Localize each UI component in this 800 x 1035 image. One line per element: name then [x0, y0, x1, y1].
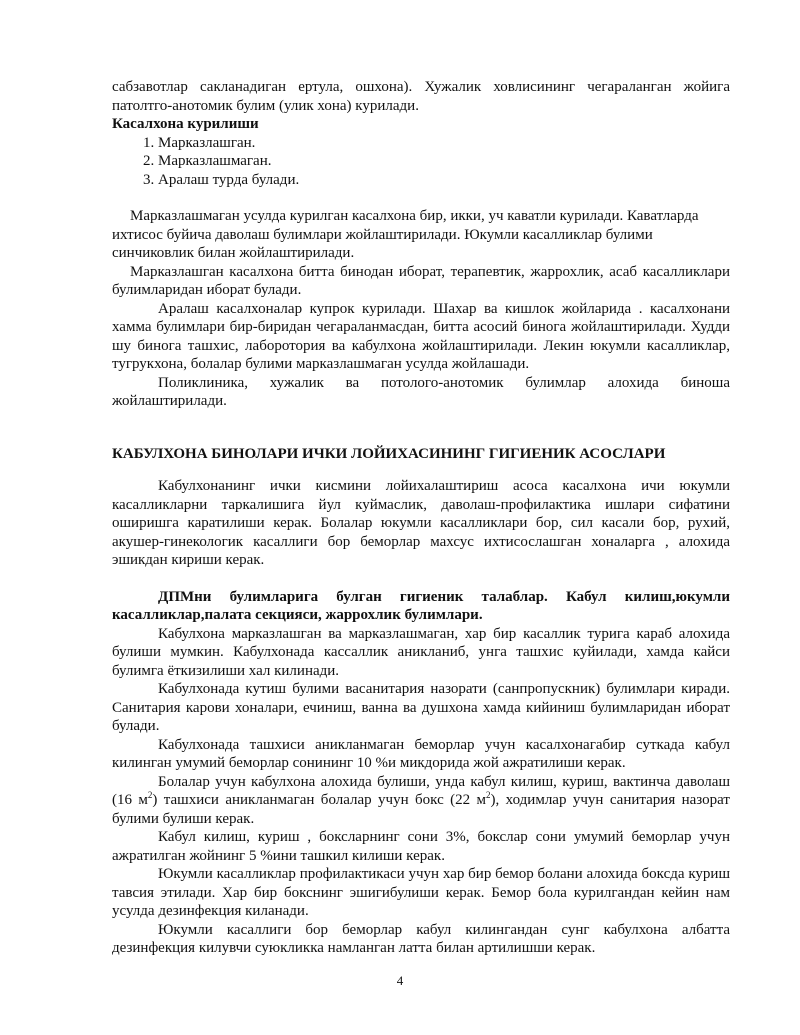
subheading-requirements: ДПМни булимларига булган гигиеник талаблар. Кабул килиш,юкумли касалликлар,палата секцияси, жаррохлик булимлари. [112, 588, 730, 623]
paragraph-waiting-sanitary: Кабулхонада кутиш булими васанитария назорати (санпропускник) булимлари киради. Санитария карови хоналари, ечиниш, ванна ва душхона хамда кийиниш булимларидан иборат булади. [112, 681, 730, 734]
paragraph-mixed: Аралаш касалхоналар купрок курилади. Шахар ва кишлок жойларида . касалхонани хамма булимлари бир-биридан чегараланмасдан, битта асосий бинога жойлаштирилади. Худди шу бинога ташхис, лаборотория ва кабулхона жойлаштирилади. Лекин юкумли касалликлар, тугрукхона, болалар булими марказлашмаган усулда жойлашади. [112, 300, 730, 372]
paragraph-intro: сабзавотлар сакланадиган ертула, ошхона). Хужалик ховлисининг чегараланган жойига патолтго-анотомик булим (улик хона) курилади. [112, 79, 730, 114]
paragraph-children-reception: Болалар учун кабулхона алохида булиши, унда кабул килиш, куриш, вактинча даволаш (16 $м^2$) ташхиси аникланмаган болалар учун бокс (22 $м^2$), ходимлар учун санитария назорат булими булиши керак. [112, 773, 730, 827]
page-number: 4 [396, 973, 404, 988]
construction-list [112, 134, 730, 190]
paragraph-disinfection: Юкумли касаллиги бор беморлар кабул килингандан сунг кабулхона албатта дезинфекция килувчи суюкликка намланган латта билан артилишши керак. [112, 921, 730, 956]
paragraph-undiagnosed: Кабулхонада ташхиси аникланмаган беморлар учун касалхонагабир суткада кабул килинган умумий беморлар сонининг 10 %и микдорида жой ажратилиши керак. [112, 736, 730, 771]
construction-heading: Касалхона курилиши [112, 116, 259, 132]
paragraph-reception-types: Кабулхона марказлашган ва марказлашмаган, хар бир касаллик турига караб алохида булиши мумкин. Кабулхонада кассаллик аникланиб, унга ташхис куйилади, хамда кайси булимга ёткизилиши хал килинади. [112, 625, 730, 679]
paragraph-boxes-count: Кабул килиш, куриш , боксларнинг сони 3%, бокслар сони умумий беморлар учун ажратилган жойнинг 5 %ини ташкил килиши керак. [112, 829, 730, 864]
paragraph-decentralized: Марказлашмаган усулда курилган касалхона бир, икки, уч каватли курилади. Каватларда ихтисос буйича даволаш булимлари жойлаштирилади. Юкумли касалликлар булими синчиковлик билан жойлаштирилади. [112, 208, 699, 261]
paragraph-infection-prevention: Юкумли касалликлар профилактикаси учун хар бир бемор болани алохида боксда куриш тавсия этилади. Хар бир бокснинг эшигибулиши керак. Бемор бола курилгандан кейин нам усулда дезинфекция киланади. [112, 866, 730, 919]
list-item: 2. Марказлашмаган. [158, 152, 730, 171]
list-item: 3. Аралаш турда булади. [158, 171, 730, 190]
section-title: КАБУЛХОНА БИНОЛАРИ ИЧКИ ЛОЙИХАСИНИНГ ГИГИЕНИК АСОСЛАРИ [112, 445, 666, 462]
paragraph-reception-design: Кабулхонанинг ички кисмини лойихалаштириш асоса касалхона ичи юкумли касалликларни таркалишига йул куймаслик, даволаш-профилактика ишлари сифатини оширишга каратилиши керак. Болалар юкумли касалликлари бор, сил касали бор, рухий, акушер-гинекологик касаллиги бор беморлар махсус ихтисослашган хоналарга , алохида эшикдан кириши керак. [112, 478, 730, 568]
paragraph-polyclinic: Поликлиника, хужалик ва потолого-анотомик булимлар алохида биноша жойлаштирилади. [112, 374, 730, 409]
paragraph-centralized: Марказлашган касалхона битта бинодан иборат, терапевтик, жаррохлик, асаб касалликлари булимларидан иборат булади. [112, 263, 730, 298]
document-page [112, 78, 730, 958]
list-item: 1. Марказлашган. [158, 134, 730, 153]
